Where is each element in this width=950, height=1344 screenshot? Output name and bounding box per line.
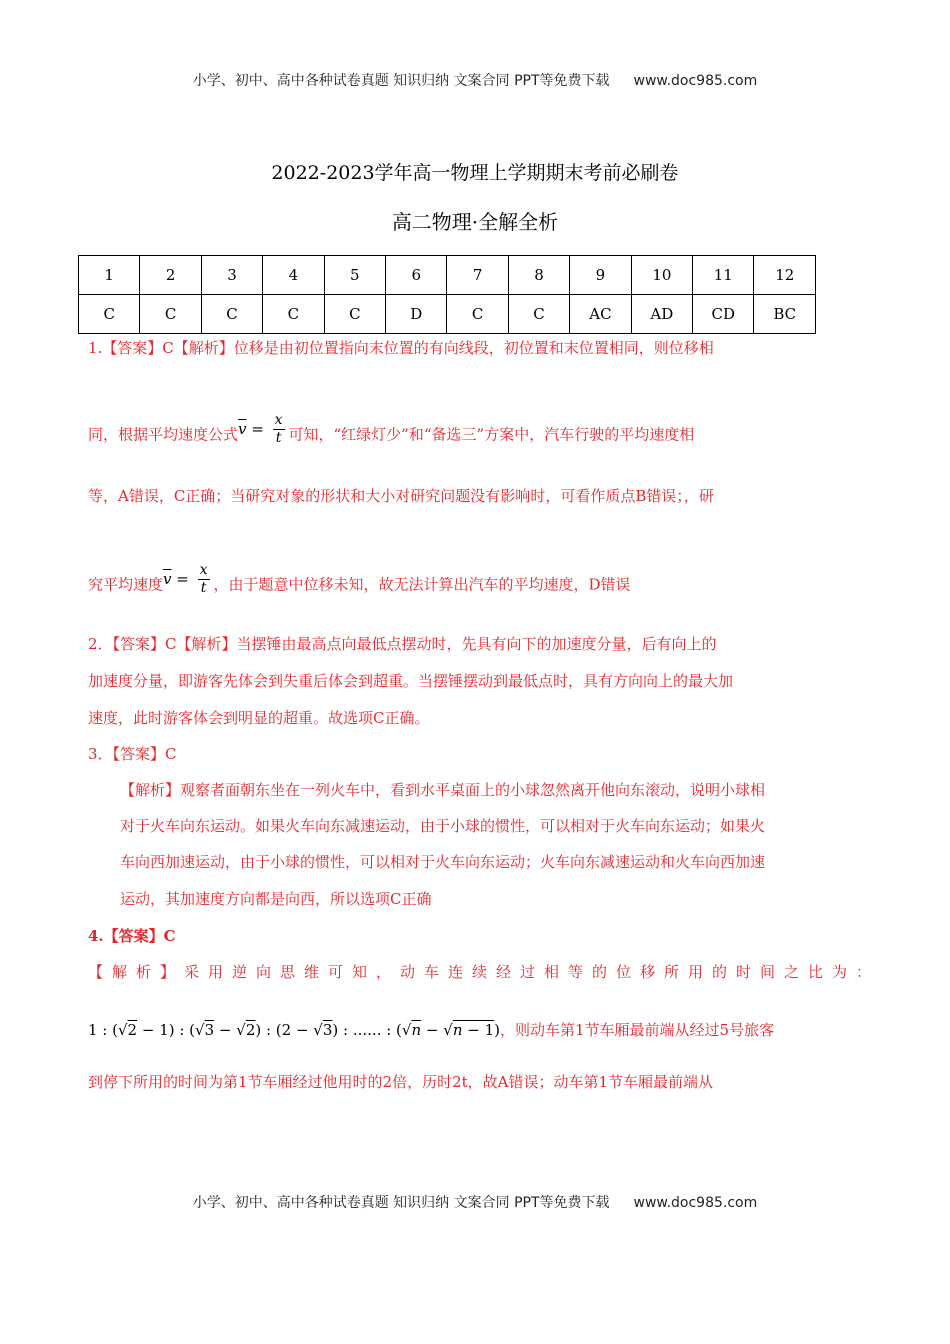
answer-table-answer-row xyxy=(79,295,816,334)
q1-line2 xyxy=(88,412,695,453)
answer-table-answer-cell: D xyxy=(386,295,447,334)
answer-table-answer-cell: C xyxy=(263,295,324,334)
q4-line3-end: ，则动车第1节车厢最前端从经过5号旅客 xyxy=(500,1021,775,1039)
page-header xyxy=(0,70,950,90)
page-footer xyxy=(0,1192,950,1212)
answer-table xyxy=(78,255,816,334)
answer-table-number-cell: 5 xyxy=(324,256,385,295)
answer-table-answer-cell: CD xyxy=(693,295,754,334)
q2-line1: 2．【答案】C【解析】当摆锤由最高点向最低点摆动时，先具有向下的加速度分量，后有向上的 xyxy=(88,635,717,653)
answer-table-number-cell: 2 xyxy=(140,256,201,295)
q1-line4-start: 究平均速度 xyxy=(88,575,164,594)
formula-num: x xyxy=(274,412,283,428)
time-ratio-formula: 1 : (√2 − 1) : (√3 − √2) : (2 − √3) : ...... : (√n − √n − 1) xyxy=(88,1021,500,1039)
q4-line4: 到停下所用的时间为第1节车厢经过他用时的2倍，历时2t，故A错误；动车第1节车厢最前端从 xyxy=(88,1073,714,1091)
formula2-num: x xyxy=(199,562,208,578)
answer-table-number-cell: 11 xyxy=(693,256,754,295)
answer-table-number-cell: 9 xyxy=(570,256,631,295)
q2-line2: 加速度分量，即游客先体会到失重后体会到超重。当摆锤摆动到最低点时，具有方向向上的最大加 xyxy=(88,672,734,690)
q3-line1: 3．【答案】C xyxy=(88,745,177,763)
answer-table-number-cell: 12 xyxy=(754,256,816,295)
answer-table-answer-cell: C xyxy=(140,295,201,334)
formula2-den: t xyxy=(200,580,207,596)
answer-table-answer-cell: C xyxy=(79,295,140,334)
q1-line4 xyxy=(88,562,631,603)
avg-velocity-formula: $\overline{v}$ = $\frac{x}{t}$ xyxy=(238,412,283,446)
answer-table-answer-cell: C xyxy=(324,295,385,334)
q4-line3 xyxy=(88,1018,774,1042)
answer-table-answer-cell: C xyxy=(447,295,508,334)
answer-table-number-cell: 7 xyxy=(447,256,508,295)
q3-line3: 对于火车向东运动。如果火车向东减速运动，由于小球的惯性，可以相对于火车向东运动；如果火 xyxy=(120,817,766,835)
answer-table-number-cell: 8 xyxy=(508,256,569,295)
answer-table-number-cell: 1 xyxy=(79,256,140,295)
doc-subtitle: 高二物理·全解全析 xyxy=(391,210,559,234)
q1-line2-end: 可知，“红绿灯少”和“备选三”方案中，汽车行驶的平均速度相 xyxy=(288,425,695,444)
answer-table-number-cell: 6 xyxy=(386,256,447,295)
answer-table-number-cell: 4 xyxy=(263,256,324,295)
q4-line2: 【解析】采用逆向思维可知，动车连续经过相等的位移所用的时间之比为： xyxy=(88,963,881,981)
answer-table-answer-cell: AC xyxy=(570,295,631,334)
answer-table-answer-cell: C xyxy=(201,295,262,334)
footer-text: 小学、初中、高中各种试卷真题 知识归纳 文案合同 PPT等免费下载 xyxy=(192,1195,610,1211)
formula-lhs: $\overline{v}$ xyxy=(238,419,247,438)
footer-url[interactable]: www.doc985.com xyxy=(633,1195,758,1211)
answer-table-number-cell: 10 xyxy=(631,256,692,295)
doc-title: 2022-2023学年高一物理上学期期末考前必刷卷 xyxy=(271,162,679,184)
answer-table-answer-cell: C xyxy=(508,295,569,334)
q4-line1: 4.【答案】C xyxy=(88,927,176,945)
q1-line1: 1.【答案】C【解析】位移是由初位置指向末位置的有向线段，初位置和末位置相同，则位移相 xyxy=(88,339,714,357)
q1-line4-end: ，由于题意中位移未知，故无法计算出汽车的平均速度，D错误 xyxy=(213,575,631,594)
formula-fraction xyxy=(273,412,285,447)
answer-table-answer-cell: BC xyxy=(754,295,816,334)
formula-den: t xyxy=(275,430,282,446)
q1-line2-start: 同，根据平均速度公式 xyxy=(88,425,239,444)
avg-velocity-formula-2: $\overline{v}$ = $\frac{x}{t}$ xyxy=(163,562,208,596)
q3-line5: 运动，其加速度方向都是向西，所以选项C正确 xyxy=(120,890,432,908)
answer-table-number-row xyxy=(79,256,816,295)
header-url[interactable]: www.doc985.com xyxy=(633,73,758,89)
answer-table-number-cell: 3 xyxy=(201,256,262,295)
q3-line2: 【解析】观察者面朝东坐在一列火车中，看到水平桌面上的小球忽然离开他向东滚动，说明小球相 xyxy=(120,781,766,799)
answer-table-answer-cell: AD xyxy=(631,295,692,334)
q3-line4: 车向西加速运动，由于小球的惯性，可以相对于火车向东运动；火车向东减速运动和火车向西加速 xyxy=(120,853,766,871)
q2-line3: 速度，此时游客体会到明显的超重。故选项C正确。 xyxy=(88,709,430,727)
header-text: 小学、初中、高中各种试卷真题 知识归纳 文案合同 PPT等免费下载 xyxy=(192,73,610,89)
formula2-fraction xyxy=(198,562,210,597)
q1-line3: 等，A错误，C正确；当研究对象的形状和大小对研究问题没有影响时，可看作质点B错误；，研 xyxy=(88,487,714,505)
formula2-lhs: $\overline{v}$ xyxy=(163,569,172,588)
